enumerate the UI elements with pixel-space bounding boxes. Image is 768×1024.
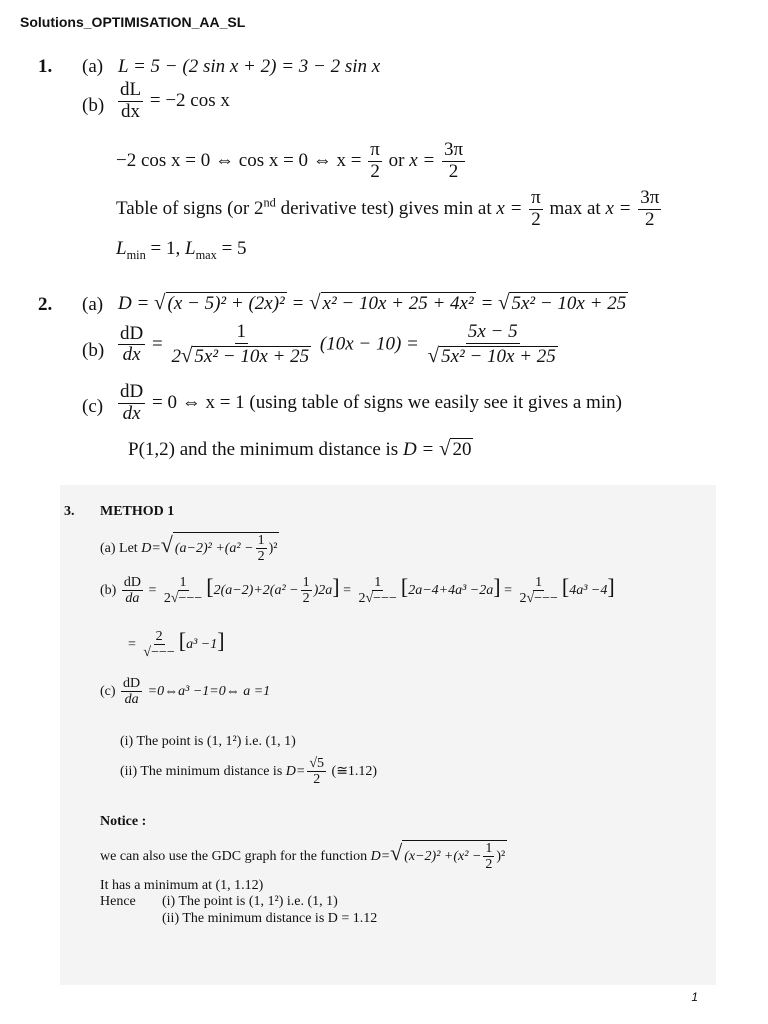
q3-b-den-2: 2√−−− [358,591,397,607]
q3-b-da: da [125,591,140,607]
q2-conclusion: P(1,2) and the minimum distance is D = √ 20 [128,436,472,460]
q3-gdc-half-num: 1 [485,841,493,856]
q2-b-den2-rad: 5x² − 10x + 25 [441,345,556,367]
q2-one: 1 [236,321,247,342]
q2-a-eq-1: = [291,293,305,314]
q3-b-bracket-4: a³ −1 [186,637,218,652]
document-title: Solutions_OPTIMISATION_AA_SL [20,14,246,30]
page-number: 1 [691,990,698,1004]
q3-part-b-simplified: = $\frac{2}{√---}$ [a³ −1] [128,628,225,661]
q1-lmin-val: = 1, [150,238,181,259]
q1-part-b-label: (b) [82,95,105,116]
q3-part-c [100,676,270,708]
q2-a-r1: (x − 5)² + (2x)² [167,293,285,314]
q3-notice-heading: Notice : [100,814,147,829]
q1-lmin-sub: min [126,247,146,262]
q3-gdc-half-den: 2 [485,857,493,873]
q3-gdc-rad-2: )² [496,849,506,865]
q3-part-c-i: (i) The point is (1, 1²) i.e. (1, 1) [120,734,296,749]
q2-dx: dx [122,344,141,366]
q2-c-dx: dx [122,402,141,424]
q3-a-half-den: 2 [257,549,265,565]
q2-a-eq-2: = [480,293,494,314]
q1-x-eq-max: x = [605,197,632,219]
q1-or: or [388,149,405,171]
q3-ii-d: D= [285,764,306,780]
q1-part-b-derivative [116,80,230,123]
q2-b-den-2: 2 [171,345,181,367]
q2-part-a-expression: D = √ (x − 5)² + (2x)² = √ x² − 10x + 25 + 4x² = √ 5x² − 10x + 25 [118,290,627,314]
q3-part-c-ii [120,756,377,788]
q3-b-one-1: 1 [179,574,187,590]
q3-part-a: (a) Let D=√ (a−2)² +(a² − $\frac{1}{2}$ )² [100,532,278,565]
q1-solve-text: −2 cos x = 0 ⇔ cos x = 0 ⇔ x = [116,149,362,171]
q3-a-rad-1: (a−2)² +(a² − [174,541,254,557]
q2-part-a-label: (a) [82,294,104,315]
q2-b-num2: 5x − 5 [467,321,518,342]
q1-two-min: 2 [531,208,541,230]
q3-b-eq-2: = [343,583,351,598]
q1-two: 2 [370,160,380,182]
q2-conclusion-d: D = [402,439,435,460]
q1-lmax-sub: max [195,247,217,262]
q3-b-bracket-3: 4a³ −4 [569,583,608,598]
q1-extrema [116,238,247,263]
q2-b-den-rad: 5x² − 10x + 25 [194,345,310,367]
q3-b-den-short: √−−− [143,645,175,661]
q1-lmax-val: = 5 [221,238,247,259]
q1-two-max: 2 [645,208,655,230]
q3-c-dd: dD [123,676,141,691]
q3-gdc-text: we can also use the GDC graph for the function [100,849,368,865]
q3-b-one-2: 1 [374,574,382,590]
q3-b-label: (b) [100,583,117,598]
q3-hence-i: (i) The point is (1, 1²) i.e. (1, 1) [162,894,338,909]
q1-part-b-rhs: = −2 cos x [149,89,230,111]
q2-dd: dD [120,322,144,344]
q2-part-c-label: (c) [82,396,104,417]
question-2-number: 2. [38,294,53,315]
q2-part-c-expression [116,382,622,425]
q3-b-dd: dD [123,574,141,590]
q2-part-b-expression: $\frac{dD}{dx}$ = $\frac{1}{\text{2√ 5x² − 10x + 25}}$ (10x − 10) = $\frac{5x - 5}{\text{√ 5x² − 10x + 25}}$ [120,321,556,367]
q3-b-eq-1: = [148,583,157,598]
q3-b-one-3: 1 [535,574,543,590]
q1-solve-line [116,140,467,183]
q1-max-at: max at [549,197,601,219]
q3-b-eq-3: = [504,583,512,598]
q3-a-lhs: D= [141,541,161,557]
q3-b-den-1: 2√−−− [163,591,203,607]
q1-nd: nd [263,195,276,210]
q3-hence-ii: (ii) The minimum distance is D = 1.12 [162,911,378,926]
q1-part-a-label: (a) [82,56,104,77]
q2-conclusion-text: P(1,2) and the minimum distance is [128,439,399,460]
q2-conclusion-rad: 20 [452,439,472,460]
q3-b-den-3: 2√−−− [519,591,558,607]
q3-b-bracket-1: 2(a−2)+2(a² − [213,583,299,598]
q3-b-eq-4: = [128,637,136,652]
q3-method-heading: METHOD 1 [100,504,175,519]
q3-b-two: 2 [155,628,163,644]
q1-x-eq-min: x = [496,197,523,219]
question-3-number: 3. [64,504,75,519]
q3-gdc-d: D= [370,849,391,865]
q3-ii-text: (ii) The minimum distance is [120,764,283,780]
q1-table-line [116,188,663,231]
q3-ii-approx: (≅1.12) [331,764,378,780]
q1-pi: π [370,139,380,160]
q1-table-text-2: derivative test) gives min at [280,197,492,219]
q3-a-label: (a) Let [100,541,138,557]
q1-three-pi-max: 3π [640,187,660,208]
q1-lmax: L [185,238,196,259]
q3-c-da: da [124,692,139,708]
q2-a-r3: 5x² − 10x + 25 [511,293,627,314]
q3-b-bracket-1b: )2a [313,583,333,598]
q3-ii-two: 2 [313,772,321,788]
q3-minimum-line: It has a minimum at (1, 1.12) [100,878,264,893]
q3-b-bracket-2: 2a−4+4a³ −2a [408,583,494,598]
q3-a-half-num: 1 [257,533,265,548]
q1-dx: dx [121,100,141,122]
q3-a-rad-2: )² [268,541,278,557]
q1-x-eq: x = [409,149,436,171]
q3-b-half-num: 1 [302,574,310,590]
q1-table-text-1: Table of signs (or 2 [116,197,264,219]
question-1-number: 1. [38,56,53,77]
q3-c-rhs: =0⇔a³ −1=0⇔ a =1 [147,684,271,700]
q3-c-label: (c) [100,684,116,700]
q1-part-a-expression: L = 5 − (2 sin x + 2) = 3 − 2 sin x [118,56,381,77]
q2-part-b-label: (b) [82,340,105,361]
q2-a-r2: x² − 10x + 25 + 4x² [322,293,474,314]
q1-lmin: L [116,238,127,259]
q1-two-b: 2 [448,160,459,182]
q1-pi-min: π [531,187,541,208]
q2-b-mult: (10x − 10) = [319,333,419,355]
q3-gdc-rad-1: (x−2)² +(x² − [404,849,482,865]
q3-gdc-line: we can also use the GDC graph for the function D=√ (x−2)² +(x² − $\frac{1}{2}$ )² [100,840,506,873]
q3-hence-label: Hence [100,894,136,909]
q3-ii-sqrt5: √5 [309,756,325,771]
q3-part-b: (b) $\frac{dD}{da}$ = $\frac{1}{2√---}$ [2(a−2)+2(a² − $\frac{1}{2}$ )2a] = $\frac{1}{2√---}$ [2a−4+4a³ −2a] = $\frac{1}{2√---}$ [4a³ −4] [100,574,615,607]
q2-a-lhs: D = [118,293,150,314]
q1-dl: dL [120,79,142,100]
q2-c-dd: dD [120,381,144,402]
q2-c-rhs: = 0 ⇔ x = 1 (using table of signs we easily see it gives a min) [151,391,622,413]
q1-three-pi: 3π [443,139,464,160]
q3-b-half-den: 2 [302,591,310,607]
